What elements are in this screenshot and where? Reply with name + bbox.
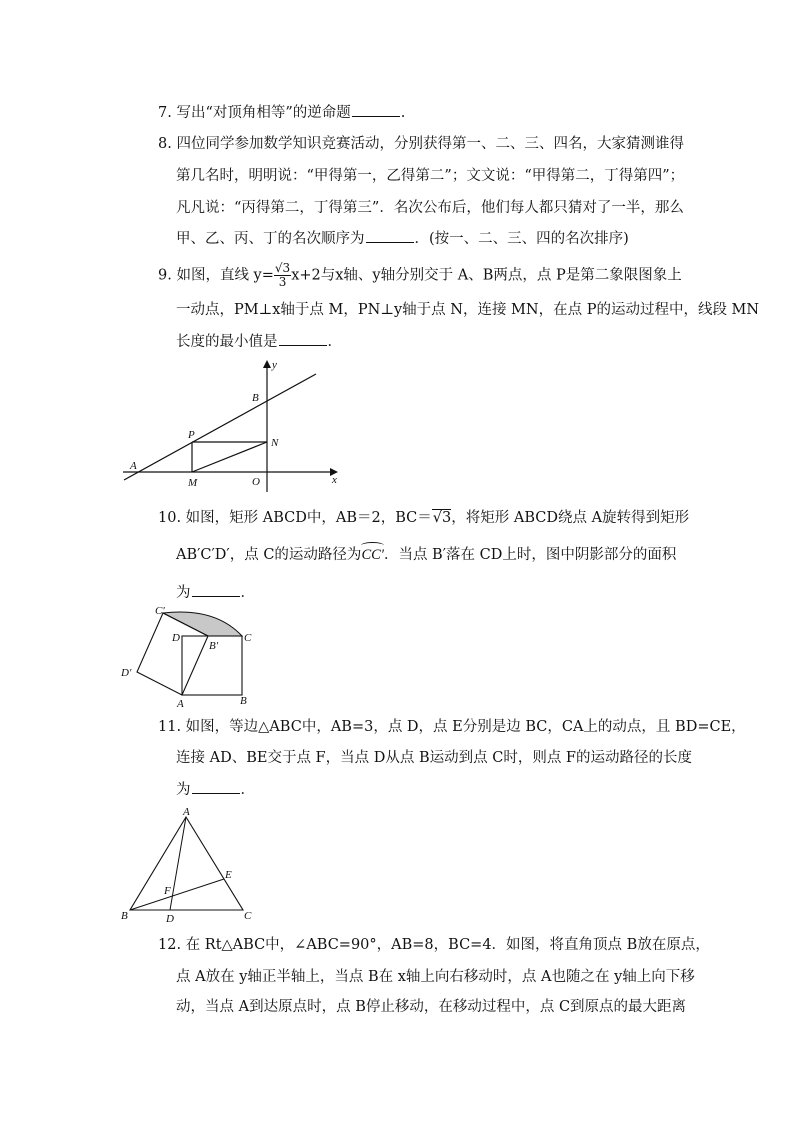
fraction: $\frac{√3}{3}$ <box>274 261 291 289</box>
q8-line-1: 四位同学参加数学知识竞赛活动，分别获得第一、二、三、四名，大家猜测谁得 <box>176 136 684 152</box>
q10-line-2: AB′C′D′，点 C的运动路径为CC′．当点 B′落在 CD上时，图中阴影部分的面积 <box>176 547 677 563</box>
question-12: 12. 在 Rt△ABC中，∠ABC=90°，AB=8，BC=4．如图，将直角顶点 B放在原点， <box>158 937 710 953</box>
q8-number: 8. <box>158 136 172 152</box>
q12-line-3: 动，当点 A到达原点时，点 B停止移动，在移动过程中，点 C到原点的最大距离 <box>176 999 687 1015</box>
question-7: 7. 写出“对顶角相等”的逆命题 . <box>158 102 405 123</box>
q9-line-2: 一动点，PM⊥x轴于点 M，PN⊥y轴于点 N，连接 MN，在点 P的运动过程中，线段 MN <box>176 302 760 318</box>
q11-line-3: 为 ． <box>176 779 255 800</box>
q9-figure <box>118 352 348 497</box>
q11-line-2: 连接 AD、BE交于点 F，当点 D从点 B运动到点 C时，则点 F的运动路径的长度 <box>176 750 692 766</box>
label-c: C <box>244 910 252 922</box>
q12-line-2: 点 A放在 y轴正半轴上，当点 B在 x轴上向右移动时，点 A也随之在 y轴上向下移 <box>176 969 695 985</box>
question-8 <box>158 134 684 154</box>
label-b: B <box>240 695 247 707</box>
label-b: B <box>121 910 128 922</box>
label-y: y <box>272 359 277 371</box>
y-arrow <box>263 360 271 368</box>
label-f: F <box>164 885 171 897</box>
label-b1: B′ <box>209 640 219 652</box>
q12-number: 12. <box>158 937 182 953</box>
arc-cc: CC′ <box>361 547 384 563</box>
q8-line-3: 凡凡说：“丙得第二，丁得第三”．名次公布后，他们每人都只猜对了一半，那么 <box>176 200 684 216</box>
label-p: P <box>188 429 195 441</box>
answer-blank <box>279 331 327 346</box>
segment-be <box>130 879 224 910</box>
question-10: 10. 如图，矩形 ABCD中，AB＝2，BC＝√3，将矩形 ABCD绕点 A旋转得到矩形 <box>158 510 690 526</box>
label-m: M <box>188 477 198 489</box>
q10-line-3: 为 ． <box>176 582 255 603</box>
label-x: x <box>332 474 337 486</box>
label-a: A <box>130 460 137 472</box>
label-n: N <box>271 437 279 449</box>
q10-figure <box>115 600 260 710</box>
q9-number: 9. <box>158 267 172 284</box>
label-c1: C′ <box>155 605 165 617</box>
label-d: D <box>166 913 174 925</box>
label-e: E <box>225 869 232 881</box>
q9-line-3: 长度的最小值是 ． <box>176 331 342 352</box>
question-11: 11. 如图，等边△ABC中，AB=3，点 D，点 E分别是边 BC，CA上的动点，且 BD=CE， <box>158 719 746 735</box>
segment-mn <box>192 442 267 472</box>
q7-text: 写出“对顶角相等”的逆命题 <box>176 105 351 121</box>
q10-number: 10. <box>158 510 182 526</box>
label-d1: D′ <box>121 667 132 679</box>
answer-blank <box>192 582 240 597</box>
answer-blank <box>352 102 400 117</box>
sqrt: √3 <box>432 510 452 526</box>
label-a: A <box>177 698 184 710</box>
label-a: A <box>183 806 190 818</box>
answer-blank <box>192 779 240 794</box>
answer-blank <box>366 228 414 243</box>
q11-figure <box>115 805 265 925</box>
label-b: B <box>252 392 259 404</box>
label-c: C <box>244 632 252 644</box>
question-9: 9. 如图，直线 y= $\frac{√3}{3}$ x+2与x轴、y轴分别交于 A、B两点，点 P是第二象限图象上 <box>158 261 682 289</box>
label-o: O <box>252 476 260 488</box>
triangle-abc <box>130 817 243 910</box>
line-ab <box>124 374 316 480</box>
q11-number: 11. <box>158 719 182 735</box>
q7-number: 7. <box>158 105 172 121</box>
q8-line-2: 第几名时，明明说：“甲得第一，乙得第二”；文文说：“甲得第二，丁得第四”； <box>176 168 685 184</box>
q8-line-4: 甲、乙、丙、丁的名次顺序为 ．(按一、二、三、四的名次排序) <box>176 228 629 249</box>
label-d: D <box>172 632 180 644</box>
